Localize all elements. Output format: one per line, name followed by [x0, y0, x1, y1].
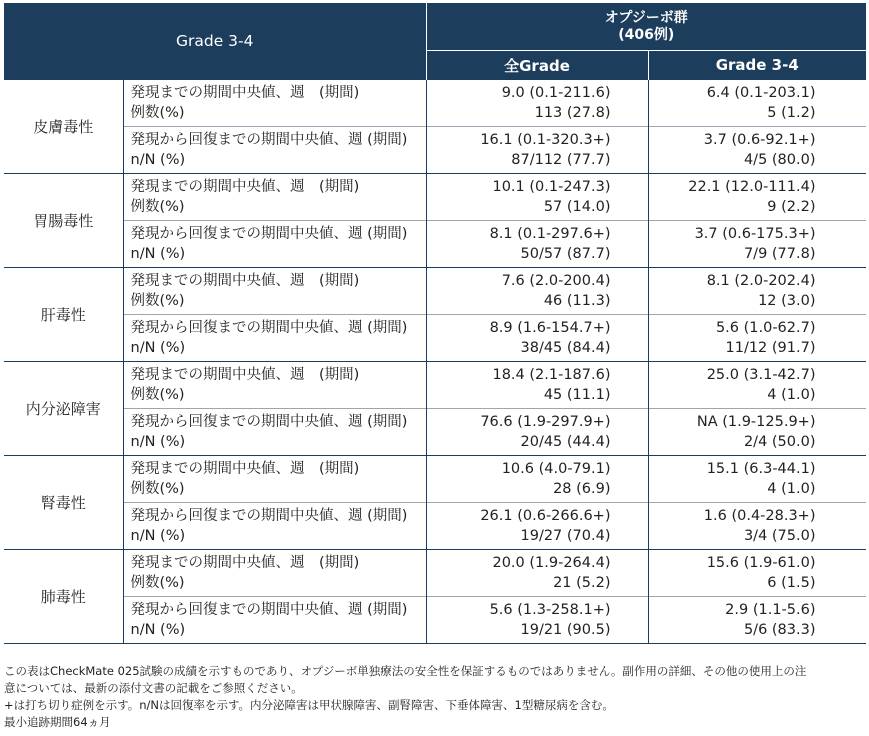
- cell-line: 4 (1.0): [767, 481, 816, 497]
- category-name: 腎毒性: [4, 456, 123, 550]
- onset-all-grade-content: [427, 177, 611, 217]
- recovery-label-content: [131, 224, 426, 264]
- cell-line: 57 (14.0): [543, 199, 611, 215]
- cell-line: 5.6 (1.0-62.7): [715, 320, 816, 336]
- footnote-line: +は打ち切り症例を示す。n/Nは回復率を示す。内分泌障害は甲状腺障害、副腎障害、下垂体障害、1型糖尿病を含む。: [4, 698, 614, 712]
- recovery-grade-3-4-content: [649, 600, 816, 640]
- recovery-grade-3-4: [648, 503, 866, 550]
- cell-line: 3.7 (0.6-92.1+): [703, 132, 816, 148]
- cell-line: 4 (1.0): [767, 387, 816, 403]
- recovery-all-grade: [426, 503, 648, 550]
- onset-all-grade-content: [427, 83, 611, 123]
- category-name: 肝毒性: [4, 268, 123, 362]
- cell-line: 2/4 (50.0): [743, 434, 816, 450]
- onset-label-content: [131, 365, 426, 405]
- onset-grade-3-4: [648, 362, 866, 409]
- onset-all-grade-content: [427, 553, 611, 593]
- recovery-grade-3-4-content: [649, 412, 816, 452]
- cell-line: 例数(%): [130, 575, 185, 591]
- table-row: [4, 362, 866, 409]
- table-body: [4, 80, 866, 644]
- onset-label-content: [131, 177, 426, 217]
- table-row: [4, 456, 866, 503]
- footnote-line: 意については、最新の添付文書の記載をご参照ください。: [4, 681, 303, 695]
- cell-line: n/N (%): [130, 434, 186, 450]
- onset-grade-3-4: [648, 174, 866, 221]
- cell-line: n/N (%): [130, 152, 186, 168]
- table-row: [4, 268, 866, 315]
- table-row: [4, 127, 866, 174]
- table-row: [4, 174, 866, 221]
- cell-line: 1.6 (0.4-28.3+): [703, 508, 816, 524]
- recovery-all-grade: [426, 315, 648, 362]
- cell-line: 11/12 (91.7): [725, 340, 816, 356]
- recovery-grade-3-4: [648, 315, 866, 362]
- onset-all-grade: [426, 550, 648, 597]
- recovery-grade-3-4: [648, 127, 866, 174]
- cell-line: 87/112 (77.7): [511, 152, 611, 168]
- cell-line: 3.7 (0.6-175.3+): [694, 226, 816, 242]
- cell-line: 発現までの期間中央値、週 (期間): [130, 273, 360, 289]
- onset-label-content: [131, 459, 426, 499]
- cell-line: 2.9 (1.1-5.6): [725, 602, 816, 618]
- onset-all-grade: [426, 80, 648, 127]
- onset-label: [123, 174, 426, 221]
- cell-line: 発現から回復までの期間中央値、週 (期間): [130, 508, 408, 524]
- recovery-label-content: [131, 506, 426, 546]
- recovery-label: [123, 221, 426, 268]
- onset-all-grade: [426, 362, 648, 409]
- cell-line: 例数(%): [130, 387, 185, 403]
- recovery-all-grade: [426, 127, 648, 174]
- recovery-label: [123, 127, 426, 174]
- cell-line: n/N (%): [130, 528, 186, 544]
- cell-line: 例数(%): [130, 481, 185, 497]
- toxicity-table: [4, 3, 866, 644]
- recovery-all-grade: [426, 597, 648, 644]
- cell-line: 発現までの期間中央値、週 (期間): [130, 555, 360, 571]
- header-grade-label: Grade 3-4: [4, 3, 426, 80]
- recovery-grade-3-4-content: [649, 130, 816, 170]
- header-all-grade: 全Grade: [426, 51, 648, 80]
- cell-line: n/N (%): [130, 622, 186, 638]
- cell-line: 例数(%): [130, 105, 185, 121]
- recovery-grade-3-4: [648, 409, 866, 456]
- recovery-all-grade-content: [427, 224, 611, 264]
- cell-line: 発現から回復までの期間中央値、週 (期間): [130, 132, 408, 148]
- recovery-label: [123, 409, 426, 456]
- cell-line: 12 (3.0): [758, 293, 816, 309]
- recovery-all-grade: [426, 409, 648, 456]
- cell-line: 26.1 (0.6-266.6+): [480, 508, 611, 524]
- recovery-all-grade: [426, 221, 648, 268]
- recovery-label: [123, 597, 426, 644]
- cell-line: 発現から回復までの期間中央値、週 (期間): [130, 602, 408, 618]
- recovery-label: [123, 503, 426, 550]
- cell-line: NA (1.9-125.9+): [696, 414, 816, 430]
- cell-line: 38/45 (84.4): [520, 340, 611, 356]
- recovery-label-content: [131, 318, 426, 358]
- recovery-label: [123, 315, 426, 362]
- cell-line: 15.1 (6.3-44.1): [706, 461, 816, 477]
- recovery-all-grade-content: [427, 600, 611, 640]
- cell-line: 6 (1.5): [767, 575, 816, 591]
- recovery-grade-3-4: [648, 221, 866, 268]
- onset-label: [123, 456, 426, 503]
- cell-line: 28 (6.9): [553, 481, 611, 497]
- cell-line: n/N (%): [130, 246, 186, 262]
- recovery-all-grade-content: [427, 412, 611, 452]
- recovery-all-grade-content: [427, 506, 611, 546]
- cell-line: 45 (11.1): [543, 387, 611, 403]
- category-name: 胃腸毒性: [4, 174, 123, 268]
- table-row: [4, 597, 866, 644]
- cell-line: 発現から回復までの期間中央値、週 (期間): [130, 226, 408, 242]
- cell-line: 発現までの期間中央値、週 (期間): [130, 85, 360, 101]
- onset-all-grade-content: [427, 459, 611, 499]
- onset-grade-3-4-content: [649, 83, 816, 123]
- onset-label: [123, 362, 426, 409]
- cell-line: 7/9 (77.8): [743, 246, 816, 262]
- onset-grade-3-4-content: [649, 365, 816, 405]
- cell-line: 6.4 (0.1-203.1): [706, 85, 816, 101]
- cell-line: 4/5 (80.0): [743, 152, 816, 168]
- recovery-all-grade-content: [427, 318, 611, 358]
- table-row: [4, 409, 866, 456]
- table-row: [4, 80, 866, 127]
- onset-label: [123, 80, 426, 127]
- onset-grade-3-4-content: [649, 459, 816, 499]
- recovery-grade-3-4-content: [649, 224, 816, 264]
- cell-line: 例数(%): [130, 293, 185, 309]
- category-name: 内分泌障害: [4, 362, 123, 456]
- recovery-label-content: [131, 412, 426, 452]
- onset-all-grade: [426, 174, 648, 221]
- cell-line: 19/27 (70.4): [520, 528, 611, 544]
- table-row: [4, 503, 866, 550]
- cell-line: 発現までの期間中央値、週 (期間): [130, 179, 360, 195]
- cell-line: 発現から回復までの期間中央値、週 (期間): [130, 320, 408, 336]
- onset-label-content: [131, 271, 426, 311]
- cell-line: 発現から回復までの期間中央値、週 (期間): [130, 414, 408, 430]
- cell-line: 46 (11.3): [543, 293, 611, 309]
- cell-line: 50/57 (87.7): [520, 246, 611, 262]
- onset-grade-3-4-content: [649, 553, 816, 593]
- cell-line: 発現までの期間中央値、週 (期間): [130, 367, 360, 383]
- recovery-label-content: [131, 600, 426, 640]
- recovery-grade-3-4-content: [649, 506, 816, 546]
- cell-line: 16.1 (0.1-320.3+): [480, 132, 611, 148]
- cell-line: 113 (27.8): [534, 105, 611, 121]
- onset-grade-3-4-content: [649, 271, 816, 311]
- cell-line: 8.1 (0.1-297.6+): [489, 226, 611, 242]
- group-title-line2: (406例): [618, 26, 675, 43]
- recovery-all-grade-content: [427, 130, 611, 170]
- cell-line: 5 (1.2): [767, 105, 816, 121]
- category-name: 肺毒性: [4, 550, 123, 644]
- onset-grade-3-4: [648, 456, 866, 503]
- footnote-line: この表はCheckMate 025試験の成績を示すものであり、オプジーボ単独療法の安全性を保証するものではありません。副作用の詳細、その他の使用上の注: [4, 664, 807, 678]
- onset-grade-3-4: [648, 80, 866, 127]
- group-title-line1: オプジーボ群: [604, 9, 688, 26]
- cell-line: 例数(%): [130, 199, 185, 215]
- onset-label: [123, 550, 426, 597]
- cell-line: 9.0 (0.1-211.6): [501, 85, 611, 101]
- cell-line: 18.4 (2.1-187.6): [492, 367, 611, 383]
- onset-label: [123, 268, 426, 315]
- header-group-title: [426, 3, 866, 51]
- category-name: 皮膚毒性: [4, 80, 123, 174]
- table-row: [4, 221, 866, 268]
- cell-line: 7.6 (2.0-200.4): [501, 273, 611, 289]
- onset-all-grade-content: [427, 271, 611, 311]
- cell-line: 76.6 (1.9-297.9+): [480, 414, 611, 430]
- table-row: [4, 315, 866, 362]
- cell-line: 20.0 (1.9-264.4): [492, 555, 611, 571]
- cell-line: 15.6 (1.9-61.0): [706, 555, 816, 571]
- cell-line: 8.1 (2.0-202.4): [706, 273, 816, 289]
- cell-line: 25.0 (3.1-42.7): [706, 367, 816, 383]
- onset-all-grade: [426, 456, 648, 503]
- footnote-line: 最小追跡期間64ヵ月: [4, 715, 111, 729]
- onset-all-grade-content: [427, 365, 611, 405]
- footnotes: [4, 663, 866, 731]
- onset-grade-3-4-content: [649, 177, 816, 217]
- cell-line: 5.6 (1.3-258.1+): [489, 602, 611, 618]
- cell-line: 5/6 (83.3): [743, 622, 816, 638]
- table-row: [4, 550, 866, 597]
- onset-grade-3-4: [648, 550, 866, 597]
- cell-line: 10.1 (0.1-247.3): [492, 179, 611, 195]
- cell-line: 21 (5.2): [553, 575, 611, 591]
- onset-label-content: [131, 553, 426, 593]
- onset-label-content: [131, 83, 426, 123]
- cell-line: 20/45 (44.4): [520, 434, 611, 450]
- onset-all-grade: [426, 268, 648, 315]
- cell-line: 発現までの期間中央値、週 (期間): [130, 461, 360, 477]
- cell-line: 10.6 (4.0-79.1): [501, 461, 611, 477]
- header-grade-3-4: Grade 3-4: [648, 51, 866, 80]
- cell-line: 22.1 (12.0-111.4): [688, 179, 816, 195]
- cell-line: 9 (2.2): [767, 199, 816, 215]
- cell-line: 8.9 (1.6-154.7+): [489, 320, 611, 336]
- recovery-grade-3-4: [648, 597, 866, 644]
- onset-grade-3-4: [648, 268, 866, 315]
- cell-line: n/N (%): [130, 340, 186, 356]
- recovery-grade-3-4-content: [649, 318, 816, 358]
- recovery-label-content: [131, 130, 426, 170]
- cell-line: 3/4 (75.0): [743, 528, 816, 544]
- cell-line: 19/21 (90.5): [520, 622, 611, 638]
